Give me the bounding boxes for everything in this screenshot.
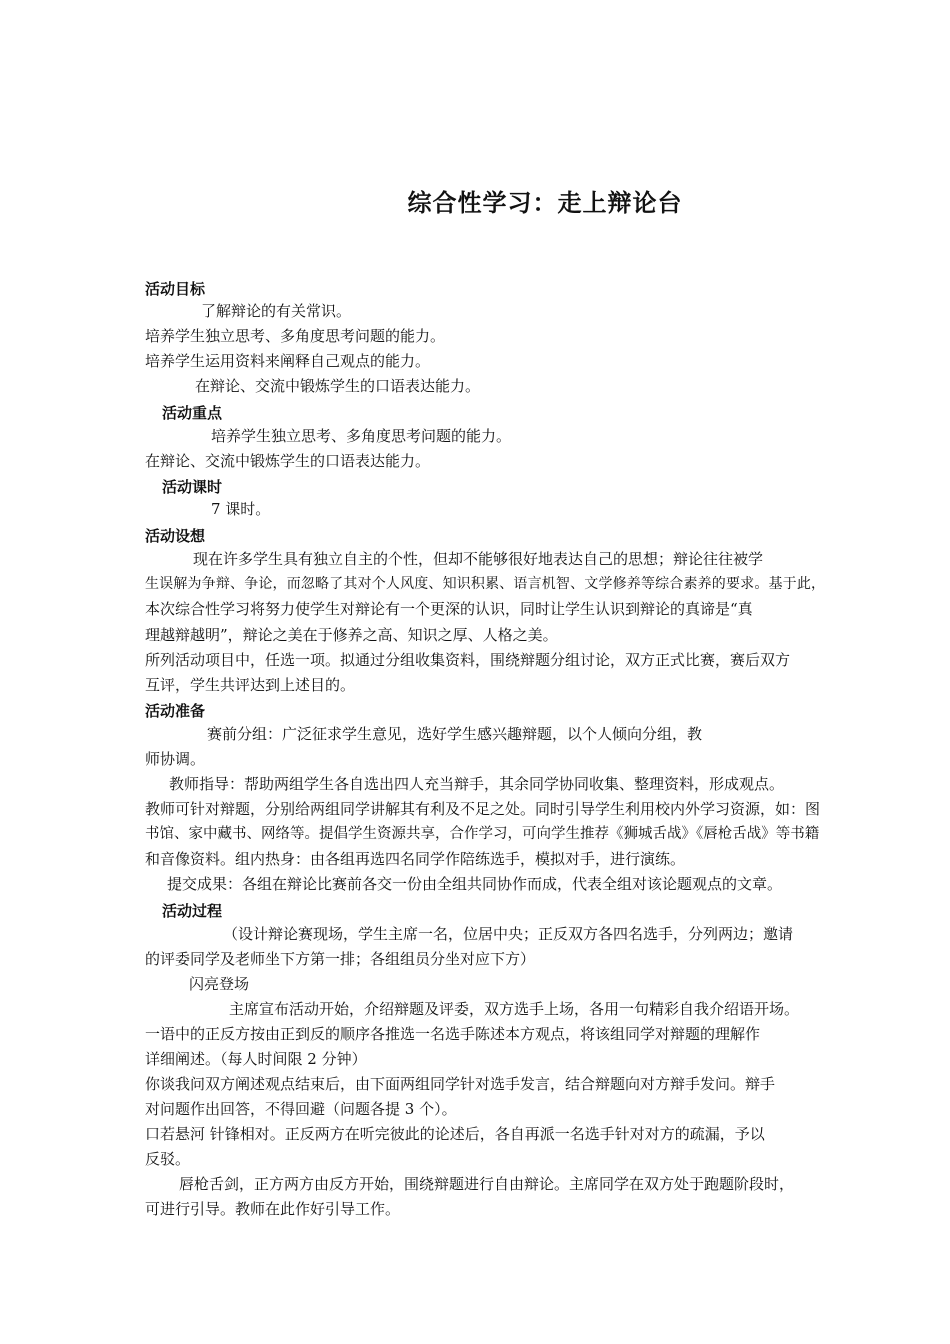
idea-line-1: 现在许多学生具有独立自主的个性，但却不能够很好地表达自己的思想；辩论往往被学 (193, 550, 764, 568)
page-title: 综合性学习：走上辩论台 (407, 189, 683, 217)
focus-line-1: 培养学生独立思考、多角度思考问题的能力。 (211, 427, 512, 445)
process-line-6: 详细阐述。（每人时间限 2 分钟） (145, 1050, 367, 1068)
process-line-10: 反驳。 (145, 1150, 191, 1168)
prep-line-2: 师协调。 (145, 750, 206, 768)
prep-line-4: 教师可针对辩题，分别给两组同学讲解其有利及不足之处。同时引导学生利用校内外学习资源，如：图 (145, 800, 821, 818)
heading-activity-goal: 活动目标 (145, 280, 206, 298)
heading-activity-hours: 活动课时 (162, 478, 223, 496)
hours-line-1: 7 课时。 (211, 500, 271, 518)
idea-line-6: 互评，学生共评达到上述目的。 (145, 676, 356, 694)
focus-line-2: 在辩论、交流中锻炼学生的口语表达能力。 (145, 452, 431, 470)
process-line-9: 口若悬河 针锋相对。正反两方在听完彼此的论述后，各自再派一名选手针对对方的疏漏，予以 (145, 1125, 765, 1143)
process-line-11: 唇枪舌剑，正方两方由反方开始，围绕辩题进行自由辩论。主席同学在双方处于跑题阶段时， (179, 1175, 795, 1193)
prep-line-6: 和音像资料。组内热身：由各组再选四名同学作陪练选手，模拟对手，进行演练。 (145, 850, 686, 868)
prep-line-1: 赛前分组：广泛征求学生意见，选好学生感兴趣辩题，以个人倾向分组，教 (207, 725, 703, 743)
idea-line-3: 本次综合性学习将努力使学生对辩论有一个更深的认识，同时让学生认识到辩论的真谛是“真 (145, 600, 753, 618)
process-line-1: （设计辩论赛现场，学生主席一名，位居中央；正反双方各四名选手，分列两边；邀请 (223, 925, 794, 943)
prep-line-3: 教师指导：帮助两组学生各自选出四人充当辩手，其余同学协同收集、整理资料，形成观点。 (169, 775, 785, 793)
process-line-3: 闪亮登场 (189, 975, 250, 993)
idea-line-4: 理越辩越明”，辩论之美在于修养之高、知识之厚、人格之美。 (145, 626, 558, 644)
goal-line-1: 了解辩论的有关常识。 (201, 302, 352, 320)
goal-line-4: 在辩论、交流中锻炼学生的口语表达能力。 (195, 377, 481, 395)
idea-line-2: 生误解为争辩、争论，而忽略了其对个人风度、知识积累、语言机智、文学修养等综合素养的要求。基于此， (145, 576, 825, 592)
goal-line-2: 培养学生独立思考、多角度思考问题的能力。 (145, 327, 446, 345)
process-line-4: 主席宣布活动开始，介绍辩题及评委，双方选手上场，各用一句精彩自我介绍语开场。 (229, 1000, 800, 1018)
process-line-2: 的评委同学及老师坐下方第一排；各组组员分坐对应下方） (145, 950, 536, 968)
heading-activity-idea: 活动设想 (145, 527, 206, 545)
heading-activity-process: 活动过程 (162, 902, 223, 920)
idea-line-5: 所列活动项目中，任选一项。拟通过分组收集资料，围绕辩题分组讨论，双方正式比赛，赛后双方 (145, 651, 791, 669)
goal-line-3: 培养学生运用资料来阐释自己观点的能力。 (145, 352, 431, 370)
prep-line-7: 提交成果：各组在辩论比赛前各交一份由全组共同协作而成，代表全组对该论题观点的文章。 (167, 875, 783, 893)
prep-line-5: 书馆、家中藏书、网络等。提倡学生资源共享，合作学习，可向学生推荐《狮城舌战》《唇枪舌战》等书籍 (145, 826, 820, 842)
heading-activity-prep: 活动准备 (145, 702, 206, 720)
process-line-8: 对问题作出回答，不得回避（问题各提 3 个）。 (145, 1100, 457, 1118)
process-line-5: 一语中的正反方按由正到反的顺序各推选一名选手陈述本方观点，将该组同学对辩题的理解作 (145, 1025, 761, 1043)
process-line-7: 你谈我问双方阐述观点结束后，由下面两组同学针对选手发言，结合辩题向对方辩手发问。辩手 (145, 1075, 776, 1093)
heading-activity-focus: 活动重点 (162, 404, 223, 422)
process-line-12: 可进行引导。教师在此作好引导工作。 (145, 1200, 401, 1218)
